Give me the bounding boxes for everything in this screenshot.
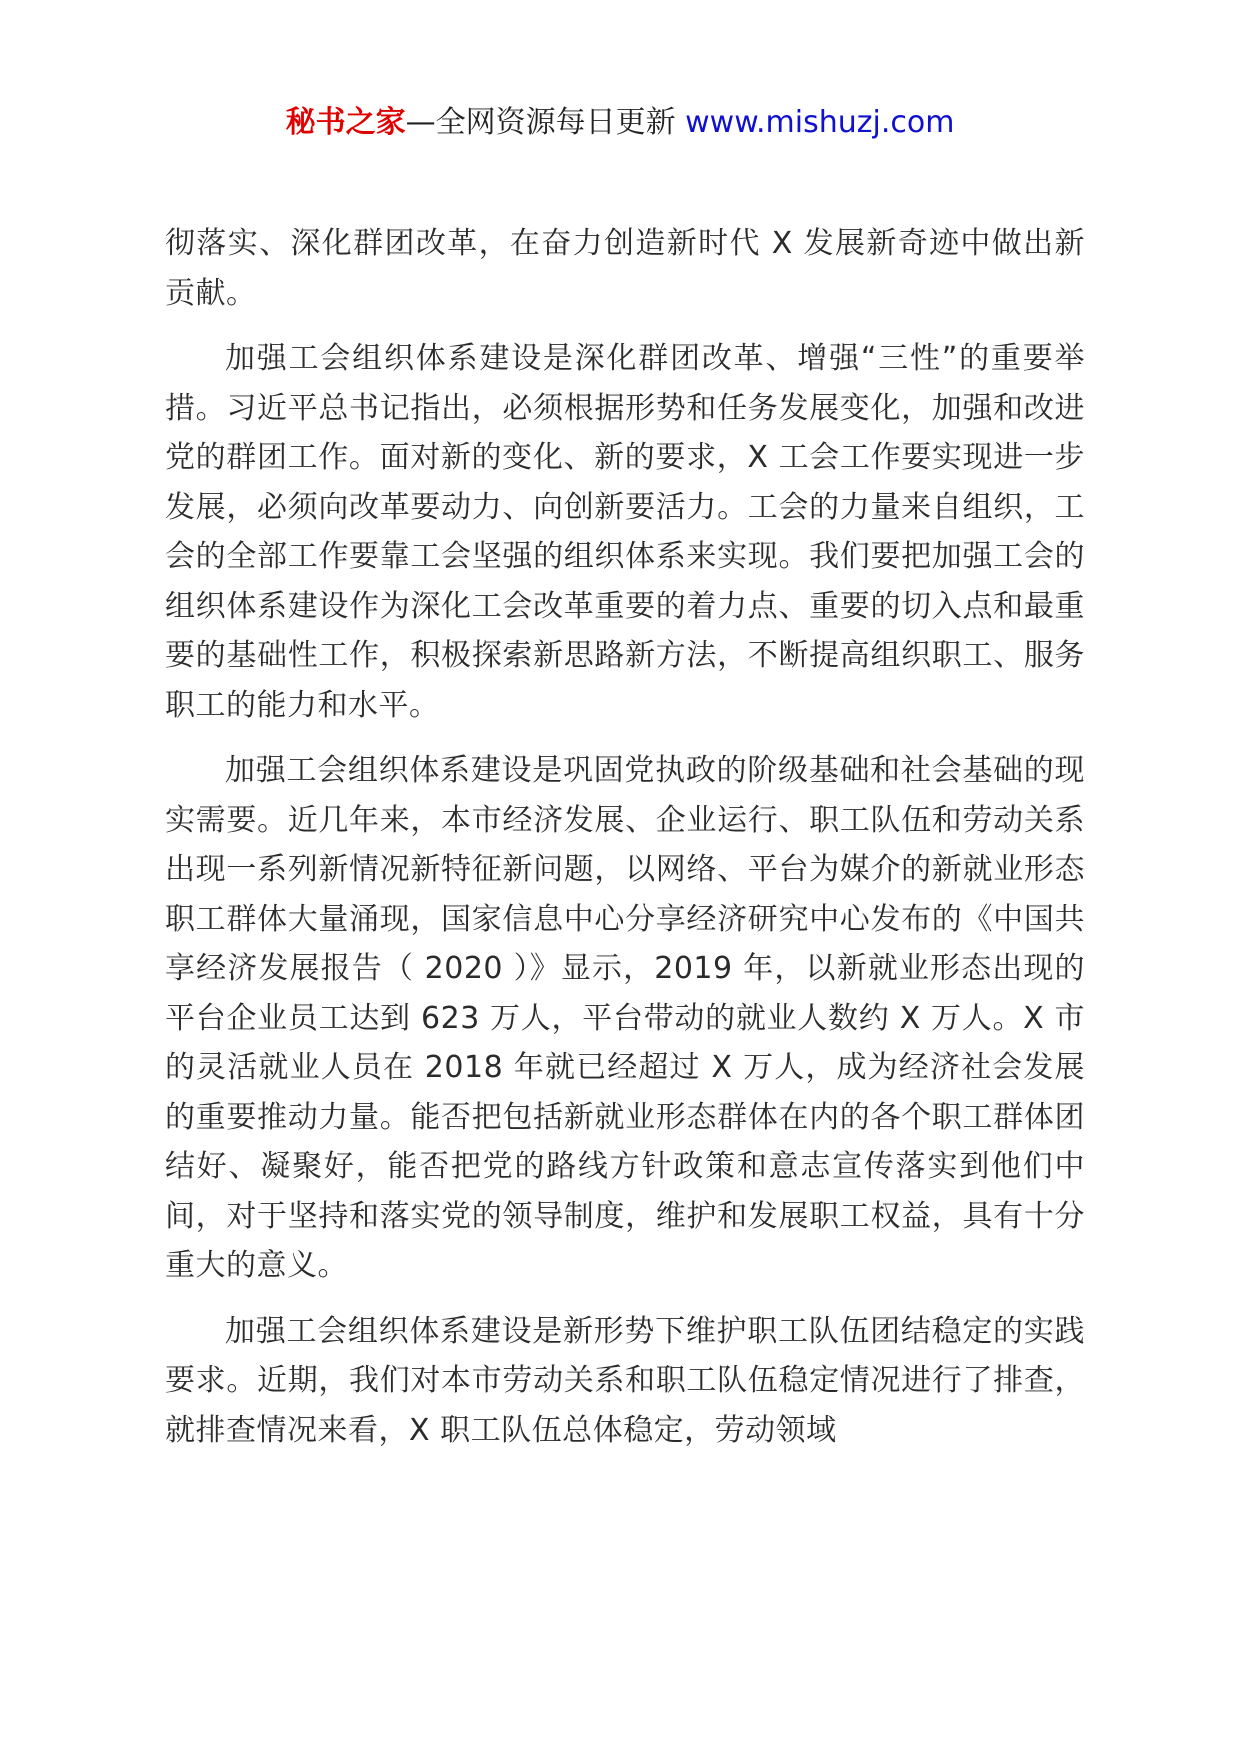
- brand-name: 秘书之家: [285, 105, 406, 140]
- document-body: [165, 219, 1085, 1471]
- paragraph: 加强工会组织体系建设是深化群团改革、增强“三性”的重要举措。习近平总书记指出，必须根据形势和任务发展变化，加强和改进党的群团工作。面对新的变化、新的要求，X 工会工作要实现进一步发展，必须向改革要动力、向创新要活力。工会的力量来自组织，工会的全部工作要靠工会坚强的组织体系来实现。我们要把加强工会的组织体系建设作为深化工会改革重要的着力点、重要的切入点和最重要的基础性工作，积极探索新思路新方法，不断提高组织职工、服务职工的能力和水平。: [165, 341, 1085, 723]
- paragraph-continued: 彻落实、深化群团改革，在奋力创造新时代 X 发展新奇迹中做出新贡献。: [165, 226, 1085, 311]
- header-tagline: —全网资源每日更新: [405, 105, 686, 140]
- site-url: www.mishuzj.com: [685, 105, 955, 140]
- paragraph: 加强工会组织体系建设是新形势下维护职工队伍团结稳定的实践要求。近期，我们对本市劳动关系和职工队伍稳定情况进行了排查，就排查情况来看，X 职工队伍总体稳定，劳动领域: [165, 1313, 1085, 1448]
- page-header: [0, 100, 1240, 146]
- paragraph: 加强工会组织体系建设是巩固党执政的阶级基础和社会基础的现实需要。近几年来，本市经济发展、企业运行、职工队伍和劳动关系出现一系列新情况新特征新问题，以网络、平台为媒介的新就业形态职工群体大量涌现，国家信息中心分享经济研究中心发布的《中国共享经济发展报告（ 2020 ）》显示，2019 年，以新就业形态出现的平台企业员工达到 623 万人，平台带动的就业人数约 X 万人。X 市的灵活就业人员在 2018 年就已经超过 X 万人，成为经济社会发展的重要推动力量。能否把包括新就业形态群体在内的各个职工群体团结好、凝聚好，能否把党的路线方针政策和意志宣传落实到他们中间，对于坚持和落实党的领导制度，维护和发展职工权益，具有十分重大的意义。: [165, 753, 1085, 1283]
